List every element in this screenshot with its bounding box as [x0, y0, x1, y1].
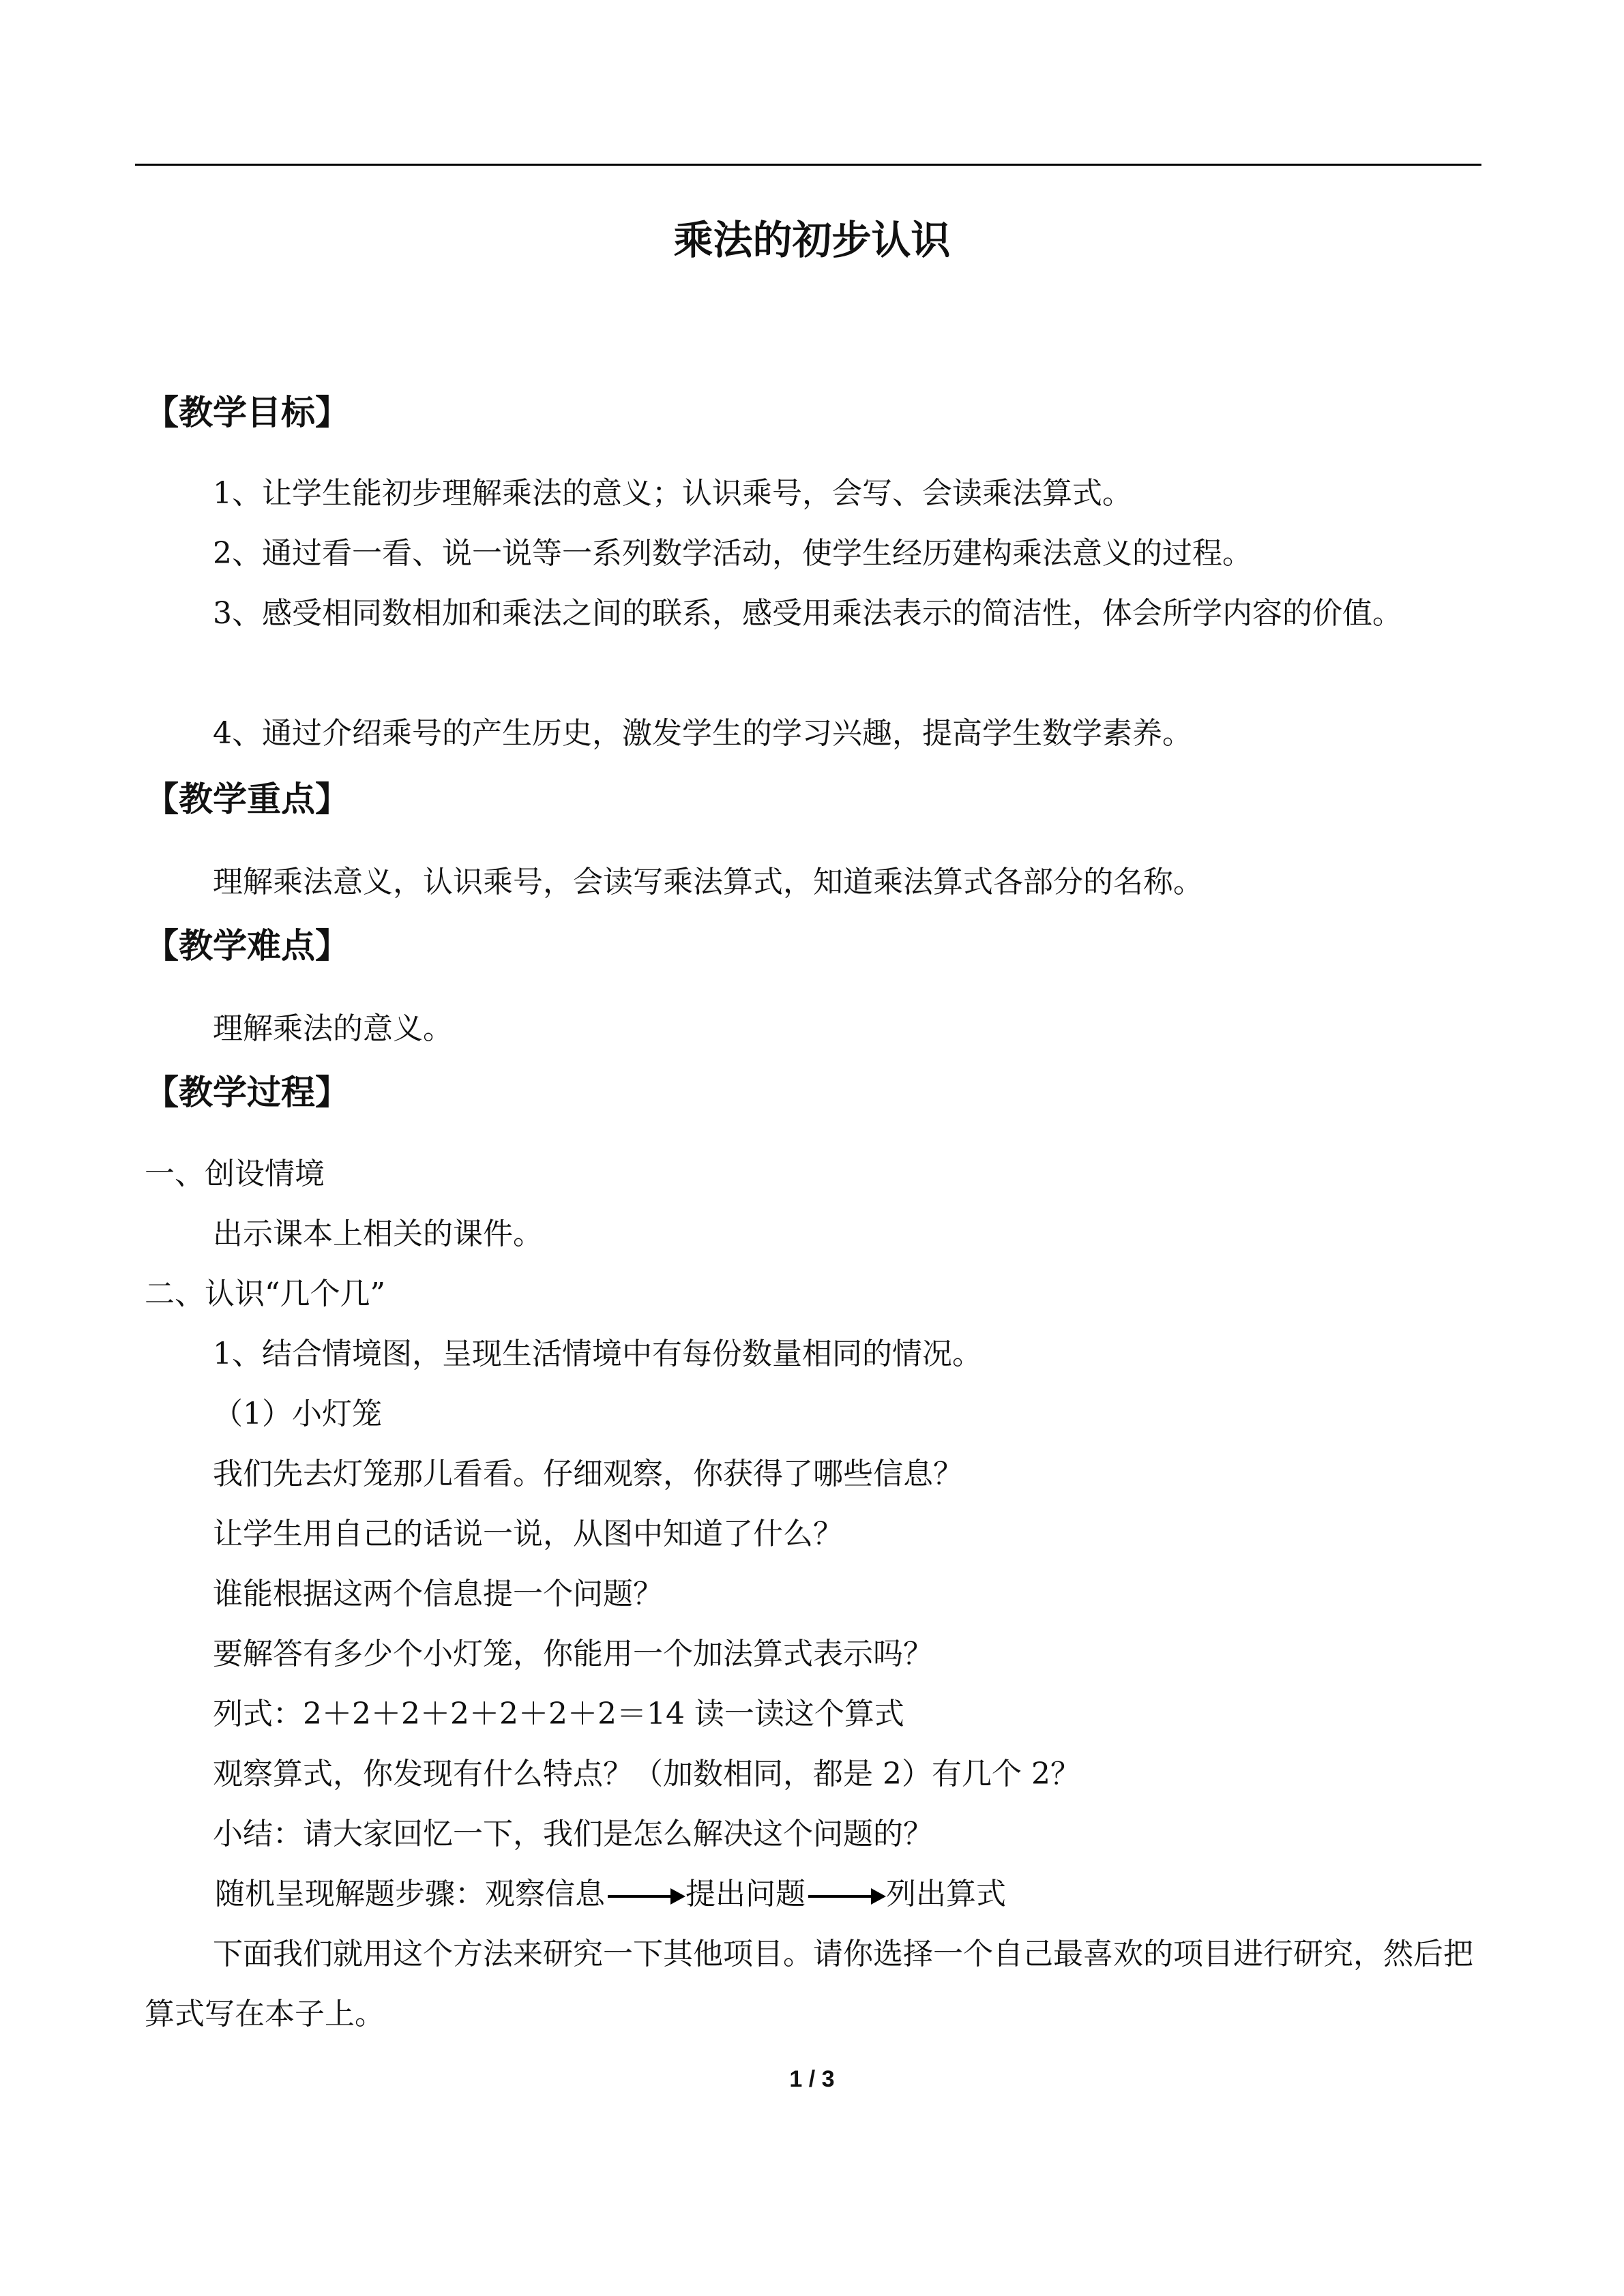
heading-process: 【教学过程】: [145, 1073, 349, 1112]
step-question: 提出问题: [685, 1877, 806, 1911]
process-line: 要解答有多少个小灯笼，你能用一个加法算式表示吗？: [213, 1637, 933, 1671]
closing-paragraph: 下面我们就用这个方法来研究一下其他项目。请你选择一个自己最喜欢的项目进行研究，然后把算式写在本子上。: [145, 1937, 1473, 2031]
part2-title: 二、认识“几个几”: [145, 1277, 385, 1311]
process-line: 1、结合情境图，呈现生活情境中有每份数量相同的情况。: [213, 1337, 982, 1371]
heading-key-points: 【教学重点】: [145, 779, 349, 819]
step-observe: 观察信息: [485, 1877, 605, 1911]
right-arrow-icon: [808, 1895, 883, 1898]
key-points-text: 理解乘法意义，认识乘号，会读写乘法算式，知道乘法算式各部分的名称。: [213, 865, 1203, 899]
solution-steps: [215, 1864, 1552, 1924]
heading-teaching-goals: 【教学目标】: [145, 393, 349, 432]
header-rule: [135, 164, 1481, 166]
process-line: 让学生用自己的话说一说，从图中知道了什么？: [213, 1517, 843, 1551]
part1-title: 一、创设情境: [145, 1157, 325, 1191]
part1-text: 出示课本上相关的课件。: [213, 1217, 543, 1251]
page-number: 1 / 3: [789, 2066, 835, 2092]
process-line: （1）小灯笼: [213, 1397, 382, 1431]
goal-item-2: 2、通过看一看、说一说等一系列数学活动，使学生经历建构乘法意义的过程。: [213, 536, 1252, 571]
right-arrow-icon: [608, 1895, 683, 1898]
steps-prefix: 随机呈现解题步骤：: [215, 1877, 485, 1911]
goal-item-1: 1、让学生能初步理解乘法的意义；认识乘号，会写、会读乘法算式。: [213, 476, 1132, 511]
process-line: 列式：2＋2＋2＋2＋2＋2＋2＝14 读一读这个算式: [213, 1697, 904, 1731]
goal-item-3: 3、感受相同数相加和乘法之间的联系，感受用乘法表示的简洁性，体会所学内容的价值。: [213, 596, 1402, 631]
process-line: 谁能根据这两个信息提一个问题？: [213, 1577, 663, 1611]
process-line: 我们先去灯笼那儿看看。仔细观察，你获得了哪些信息？: [213, 1457, 963, 1491]
heading-difficulties: 【教学难点】: [145, 926, 349, 966]
goal-item-4: 4、通过介绍乘号的产生历史，激发学生的学习兴趣，提高学生数学素养。: [213, 716, 1192, 751]
document-title: 乘法的初步认识: [673, 217, 951, 263]
step-formula: 列出算式: [886, 1877, 1006, 1911]
difficulties-text: 理解乘法的意义。: [213, 1011, 453, 1046]
process-line: 小结：请大家回忆一下，我们是怎么解决这个问题的？: [213, 1817, 933, 1851]
process-line: 观察算式，你发现有什么特点？（加数相同，都是 2）有几个 2？: [213, 1757, 1080, 1791]
